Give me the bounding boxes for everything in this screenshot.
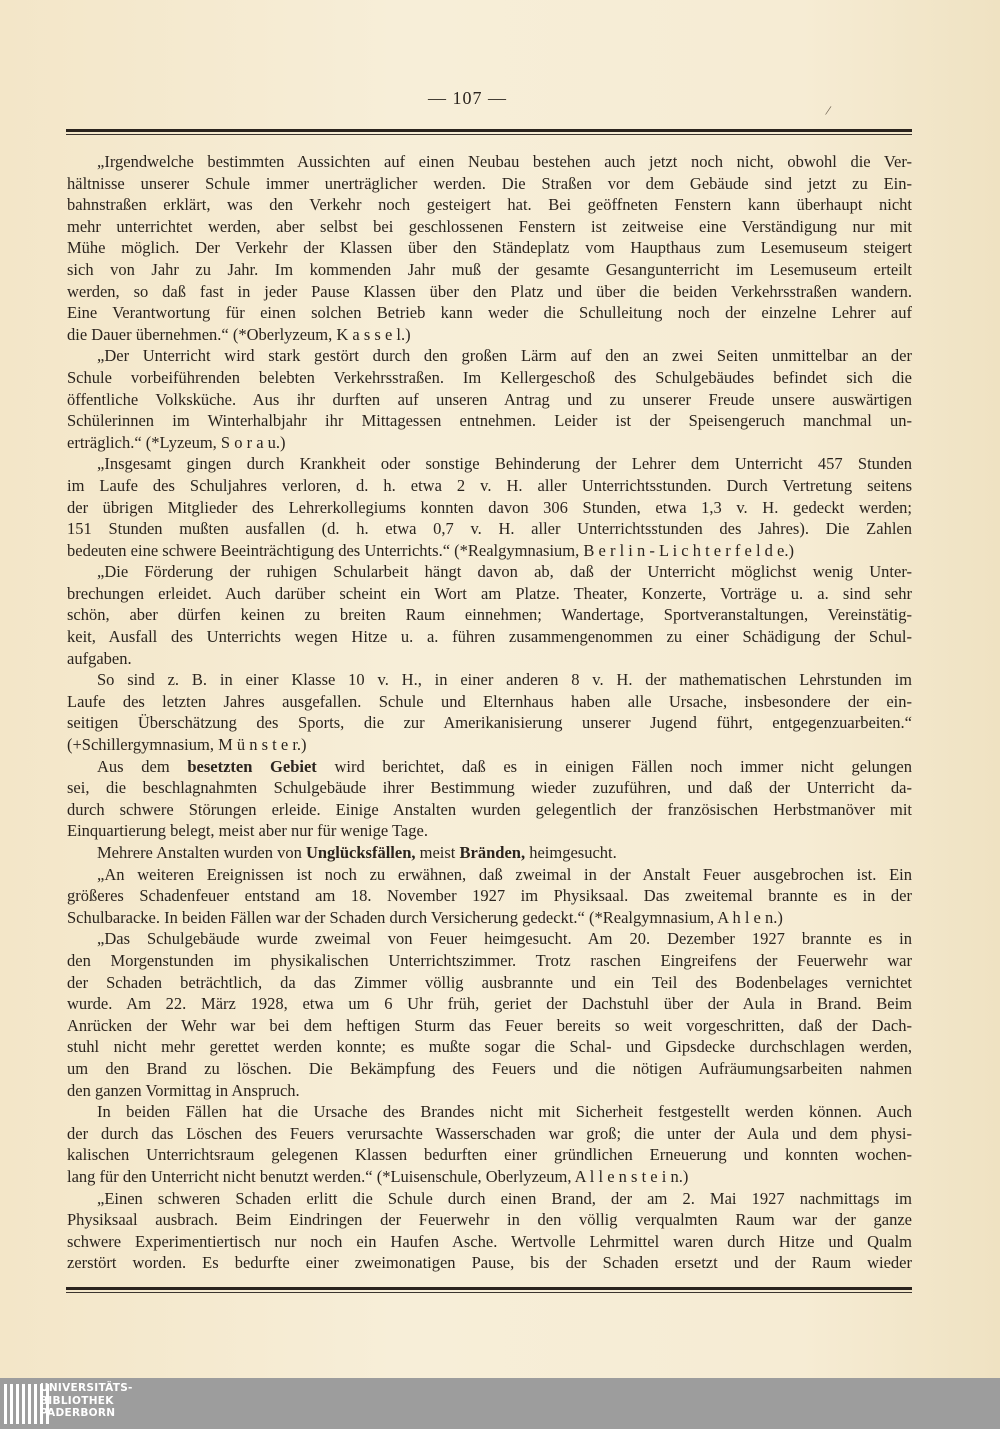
text-line: mehr unterrichtet werden, aber selbst bei geschlossenen Fenstern ist zeitweise eine Verständigung nur mit bbox=[67, 216, 912, 236]
text-line: Laufe des letzten Jahres ausgefallen. Schule und Elternhaus haben alle Ursache, insbesondere der ein- bbox=[67, 691, 912, 711]
text-line: „Der Unterricht wird stark gestört durch den großen Lärm auf den an zwei Seiten unmittelbar an der bbox=[97, 346, 912, 366]
text-line: der übrigen Mitglieder des Lehrerkollegiums konnten davon 306 Stunden, etwa 1,3 v. H. gedeckt werden; bbox=[67, 497, 912, 517]
text-line: seitigen Überschätzung des Sports, die zur Amerikanisierung unserer Jugend führt, entgegenzuarbeiten.“ bbox=[67, 713, 912, 733]
text-line: In beiden Fällen hat die Ursache des Brandes nicht mit Sicherheit festgestellt werden können. Auch bbox=[97, 1102, 912, 1122]
text-segment: meist bbox=[415, 843, 460, 862]
text-line: hältnisse unserer Schule immer unerträglicher werden. Die Straßen vor dem Gebäude sind jetzt zu Ein- bbox=[67, 173, 912, 193]
text-line: werden, so daß fast in jeder Pause Klassen über den Platz und über die beiden Verkehrsstraßen wandern. bbox=[67, 281, 912, 301]
paragraph bbox=[67, 151, 912, 345]
text-line: lang für den Unterricht nicht benutzt werden.“ (*Luisenschule, Oberlyzeum, A l l e n s t e i n.) bbox=[67, 1166, 689, 1186]
text-line: schön, aber dürfen keinen zu breiten Raum einnehmen; Wandertage, Sportveranstaltungen, Vereinstätig- bbox=[67, 605, 912, 625]
text-line: der Schaden beträchtlich, da das Zimmer völlig ausbrannte und ein Teil des Bodenbelages vernichtet bbox=[67, 972, 912, 992]
text-line: bahnstraßen erklärt, was den Verkehr noch gesteigert hat. Bei geöffneten Fenstern kann überhaupt nicht bbox=[67, 195, 912, 215]
paragraph bbox=[67, 561, 912, 669]
text-line: „Irgendwelche bestimmten Aussichten auf einen Neubau bestehen auch jetzt noch nicht, obwohl die Ver- bbox=[97, 152, 912, 171]
text-line: Physiksaal ausbrach. Beim Eindringen der Feuerwehr in den völlig verqualmten Raum war der ganze bbox=[67, 1210, 912, 1230]
text-line: „Einen schweren Schaden erlitt die Schule durch einen Brand, der am 2. Mai 1927 nachmittags im bbox=[97, 1188, 912, 1208]
text-segment: Mehrere Anstalten wurden von bbox=[97, 843, 306, 862]
text-line: „An weiteren Ereignissen ist noch zu erwähnen, daß zweimal in der Anstalt Feuer ausgebrochen ist. Ein bbox=[97, 864, 912, 884]
text-line: Schulbaracke. In beiden Fällen war der Schaden durch Versicherung gedeckt.“ (*Realgymnasium, A h l e n.) bbox=[67, 907, 783, 927]
bold-phrase: besetzten Gebiet bbox=[187, 756, 317, 776]
text-line: erträglich.“ (*Lyzeum, S o r a u.) bbox=[67, 432, 286, 452]
text-line: So sind z. B. in einer Klasse 10 v. H., in einer anderen 8 v. H. der mathematischen Lehrstunden im bbox=[97, 670, 912, 690]
logo-line: PADERBORN bbox=[40, 1407, 116, 1419]
top-rule bbox=[66, 129, 912, 135]
text-line: keit, Ausfall des Unterrichts wegen Hitze u. a. führen zusammengenommen zu einer Schädigung der Schul- bbox=[67, 627, 912, 647]
text-line: bedeuten eine schwere Beeinträchtigung des Unterrichts.“ (*Realgymnasium, B e r l i n - L i c h t e r f e l d e.) bbox=[67, 540, 794, 560]
bold-phrase: Bränden, bbox=[459, 843, 526, 862]
text-line: „Die Förderung der ruhigen Schularbeit hängt davon ab, daß der Unterricht möglichst wenig Unter- bbox=[97, 562, 912, 582]
text-line: der durch das Löschen des Feuers verursachte Wasserschaden war groß; die unter der Aula und dem physi- bbox=[67, 1123, 912, 1143]
paragraph bbox=[67, 453, 912, 561]
text-line: wurde. Am 22. März 1928, etwa um 6 Uhr früh, geriet der Dachstuhl über der Aula in Brand. Beim bbox=[67, 994, 912, 1014]
text-line: um den Brand zu löschen. Die Bekämpfung des Feuers und die nötigen Aufräumungsarbeiten nahmen bbox=[67, 1058, 912, 1078]
text-line: Anrücken der Wehr war bei dem heftigen Sturm das Feuer bereits so weit vorgeschritten, daß der Dach- bbox=[67, 1015, 912, 1035]
text-line: 151 Stunden mußten ausfallen (d. h. etwa 0,7 v. H. aller Unterrichtsstunden des Jahres). Die Zahlen bbox=[67, 519, 912, 539]
text-line: die Dauer übernehmen.“ (*Oberlyzeum, K a s s e l.) bbox=[67, 324, 411, 344]
logo-line: BIBLIOTHEK bbox=[40, 1394, 114, 1407]
paragraph bbox=[67, 864, 912, 929]
text-segment: wird berichtet, daß es in einigen Fällen noch immer nicht gelungen bbox=[316, 756, 913, 776]
paragraph bbox=[67, 345, 912, 453]
text-line: schwere Experimentiertisch nur noch ein Haufen Asche. Wertvolle Lehrmittel waren durch Hitze und Qualm bbox=[67, 1231, 912, 1251]
text-line: sei, die beschlagnahmten Schulgebäude ihrer Bestimmung wieder zuzuführen, und daß der Unterricht da- bbox=[67, 778, 912, 798]
logo-line: UNIVERSITÄTS- bbox=[40, 1382, 133, 1394]
text-line: durch schwere Störungen erleide. Einige Anstalten wurden gelegentlich der französischen Herbstmanöver mit bbox=[67, 799, 912, 819]
text-line: aufgaben. bbox=[67, 648, 132, 668]
bold-phrase: Unglücksfällen, bbox=[305, 843, 416, 862]
text-line: stuhl nicht mehr gerettet werden konnte; es mußte sogar die Schal- und Gipsdecke durchschlagen werden, bbox=[67, 1037, 912, 1057]
text-line: Mühe möglich. Der Verkehr der Klassen über den Ständeplatz vom Haupthaus zum Lesemuseum steigert bbox=[67, 238, 912, 258]
text-line: Einquartierung belegt, meist aber nur für wenige Tage. bbox=[67, 821, 428, 841]
text-segment: heimgesucht. bbox=[525, 843, 617, 862]
paragraph bbox=[67, 756, 912, 842]
bottom-rule bbox=[66, 1287, 912, 1293]
page-number: — 107 — bbox=[428, 88, 507, 108]
text-line: größeres Schadenfeuer entstand am 18. November 1927 im Physiksaal. Das zweitemal brannte es in der bbox=[67, 886, 912, 906]
text-line: im Laufe des Schuljahres verloren, d. h. etwa 2 v. H. aller Unterrichtsstunden. Durch Vertretung seitens bbox=[67, 475, 912, 495]
text-line: brechungen erleidet. Auch darüber scheint ein Wort am Platze. Theater, Konzerte, Vorträge u. a. sind sehr bbox=[67, 583, 912, 603]
paragraph bbox=[67, 1101, 912, 1187]
text-line: Schülerinnen im Winterhalbjahr ihr Mittagessen entnehmen. Leider ist der Speisengeruch manchmal un- bbox=[67, 411, 912, 431]
text-line: öffentliche Volksküche. Aus ihr durften auf unseren Antrag und zu unserer Freude unsere auswärtigen bbox=[67, 389, 912, 409]
library-logo-text bbox=[40, 1382, 133, 1420]
paragraph bbox=[67, 669, 912, 755]
text-line: den Morgenstunden im physikalischen Unterrichtszimmer. Trotz raschen Eingreifens der Feuerwehr war bbox=[67, 950, 912, 970]
text-line: Schule vorbeiführenden belebten Verkehrsstraßen. Im Kellergeschoß des Schulgebäudes befindet sich die bbox=[67, 367, 912, 387]
paragraph bbox=[67, 928, 912, 1101]
body-text bbox=[67, 151, 912, 1274]
margin-mark: / bbox=[824, 103, 832, 120]
text-line: sich von Jahr zu Jahr. Im kommenden Jahr muß der gesamte Gesangunterricht im Lesemuseum erteilt bbox=[67, 259, 912, 279]
text-line: kalischen Unterrichtsraum gelegenen Klassen bedurften einer gründlichen Erneuerung und konnten wochen- bbox=[67, 1145, 912, 1165]
text-line: Eine Verantwortung für einen solchen Betrieb kann weder die Schulleitung noch der einzelne Lehrer auf bbox=[67, 303, 912, 323]
text-line: (+Schillergymnasium, M ü n s t e r.) bbox=[67, 735, 307, 755]
paragraph bbox=[67, 842, 912, 864]
text-line: zerstört worden. Es bedurfte einer zweimonatigen Pause, bis der Schaden ersetzt und der Raum wieder bbox=[67, 1253, 912, 1273]
text-line: „Das Schulgebäude wurde zweimal von Feuer heimgesucht. Am 20. Dezember 1927 brannte es in bbox=[97, 929, 912, 949]
library-footer-bar bbox=[0, 1378, 1000, 1429]
text-line bbox=[67, 842, 912, 864]
paragraph bbox=[67, 1188, 912, 1274]
text-line bbox=[67, 756, 912, 778]
text-line: „Insgesamt gingen durch Krankheit oder sonstige Behinderung der Lehrer dem Unterricht 457 Stunden bbox=[97, 454, 912, 474]
text-segment: Aus dem bbox=[97, 756, 188, 776]
text-line: den ganzen Vormittag in Anspruch. bbox=[67, 1080, 300, 1100]
